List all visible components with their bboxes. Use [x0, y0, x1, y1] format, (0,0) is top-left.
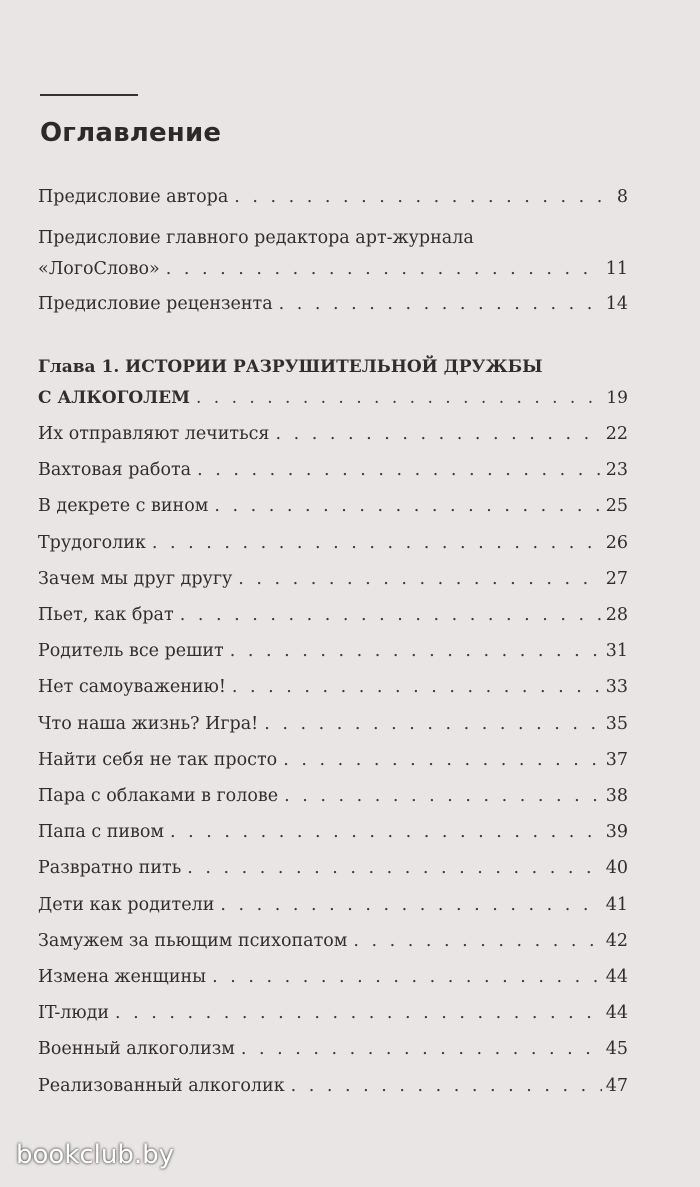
toc-entry-label: Предисловие автора [38, 187, 229, 207]
leader-dots [238, 568, 601, 590]
toc-entry-label: IT-люди [38, 1003, 110, 1024]
page-title: Оглавление [40, 118, 222, 148]
toc-entry [38, 604, 628, 626]
chapter-title-line1: Глава 1. ИСТОРИИ РАЗРУШИТЕЛЬНОЙ ДРУЖБЫ [38, 357, 543, 377]
toc-entry [38, 1075, 628, 1097]
toc-entry-label: Развратно пить [38, 858, 182, 879]
toc-entry-label: Зачем мы друг другу [38, 568, 233, 589]
leader-dots [283, 749, 602, 771]
toc-page-number: 11 [605, 259, 628, 279]
toc-page-number: 37 [605, 749, 628, 770]
toc-page-number: 41 [605, 894, 628, 915]
toc-page-number: 39 [605, 822, 628, 843]
leader-dots [166, 258, 602, 280]
toc-entry [38, 749, 628, 771]
toc-entry [38, 640, 628, 662]
toc-entry [38, 857, 628, 879]
toc-page-number: 27 [605, 568, 628, 589]
toc-entry-label: Измена женщины [38, 967, 207, 987]
toc-page-number: 45 [605, 1039, 628, 1060]
toc-entry [38, 676, 628, 698]
toc-page-number: 47 [605, 1075, 628, 1096]
toc-entry [38, 713, 628, 735]
toc-entry-label: Пара с облаками в голове [38, 786, 279, 806]
toc-page-number: 23 [605, 460, 628, 481]
toc-entry [38, 1002, 628, 1024]
leader-dots [196, 387, 602, 409]
toc-entry-editor-preface [38, 227, 628, 280]
leader-dots [214, 495, 601, 517]
leader-dots [241, 1038, 602, 1060]
toc-entry-label: «ЛогоСлово» [38, 259, 160, 279]
leader-dots [284, 785, 602, 807]
toc-entry [38, 966, 628, 988]
leader-dots [220, 894, 601, 916]
toc-entry-label: Реализованный алкоголик [38, 1075, 285, 1096]
toc-entry-label: Что наша жизнь? Игра! [38, 713, 259, 734]
toc-entry-label: Трудоголик [38, 532, 146, 553]
toc-page-number: 28 [605, 605, 628, 625]
toc-entry-label: Их отправляют лечиться [38, 424, 270, 444]
toc-entry [38, 495, 628, 517]
leader-dots [234, 186, 613, 208]
leader-dots [275, 423, 601, 445]
toc-page-number: 31 [605, 641, 628, 662]
leader-dots [279, 293, 602, 315]
toc-entry-label: Найти себя не так просто [38, 749, 278, 770]
toc-entry-chapter-1 [38, 356, 628, 409]
leader-dots [291, 1075, 602, 1097]
toc-page-number: 44 [605, 967, 628, 987]
toc-page-number: 35 [605, 713, 628, 734]
toc-entry [38, 459, 628, 481]
leader-dots [197, 459, 602, 481]
leader-dots [232, 676, 602, 698]
toc-entry-label: Военный алкоголизм [38, 1039, 235, 1060]
toc-page-number: 42 [605, 930, 628, 951]
toc-entry-label: В декрете с вином [38, 496, 209, 517]
toc-entry-label: Папа с пивом [38, 822, 165, 843]
leader-dots [230, 640, 602, 662]
heading-rule [40, 94, 138, 96]
toc-entry-label-line1: Предисловие главного редактора арт-журнала [38, 228, 474, 248]
toc-page-number: 22 [605, 424, 628, 444]
chapter-title-line2: С АЛКОГОЛЕМ [38, 388, 190, 408]
toc-entry [38, 930, 628, 952]
toc-entry-label: Дети как родители [38, 894, 215, 915]
toc-entry [38, 1038, 628, 1060]
leader-dots [264, 713, 602, 735]
toc-entry-label: Родитель все решит [38, 641, 224, 662]
toc-page-number: 44 [605, 1003, 628, 1024]
toc-entry [38, 532, 628, 554]
toc-page-number: 33 [605, 677, 628, 698]
toc-page-number: 14 [605, 294, 628, 314]
watermark: bookclub.by [16, 1140, 175, 1170]
leader-dots [180, 604, 602, 626]
toc-entry [38, 568, 628, 590]
toc-entry-label: Предисловие рецензента [38, 294, 273, 314]
toc-entry [38, 785, 628, 807]
toc-page-number: 26 [605, 532, 628, 553]
leader-dots [187, 857, 601, 879]
toc-entry-label: Замужем за пьющим психопатом [38, 930, 348, 951]
toc-page-number: 8 [616, 187, 628, 207]
leader-dots [115, 1002, 602, 1024]
toc-entry-author-preface [38, 186, 628, 208]
toc-page-number: 25 [605, 496, 628, 517]
toc-entry [38, 894, 628, 916]
toc-page-number: 40 [605, 858, 628, 879]
leader-dots [170, 821, 602, 843]
leader-dots [212, 966, 602, 988]
toc-entry-label: Вахтовая работа [38, 460, 192, 481]
toc-entry [38, 423, 628, 445]
leader-dots [152, 532, 602, 554]
toc-entry-label: Нет самоуважению! [38, 677, 226, 698]
toc-page-number: 19 [606, 388, 628, 408]
leader-dots [353, 930, 601, 952]
toc-entry-reviewer-preface [38, 293, 628, 315]
toc-page-number: 38 [605, 786, 628, 806]
toc-entry-label: Пьет, как брат [38, 605, 174, 625]
toc-entry [38, 821, 628, 843]
